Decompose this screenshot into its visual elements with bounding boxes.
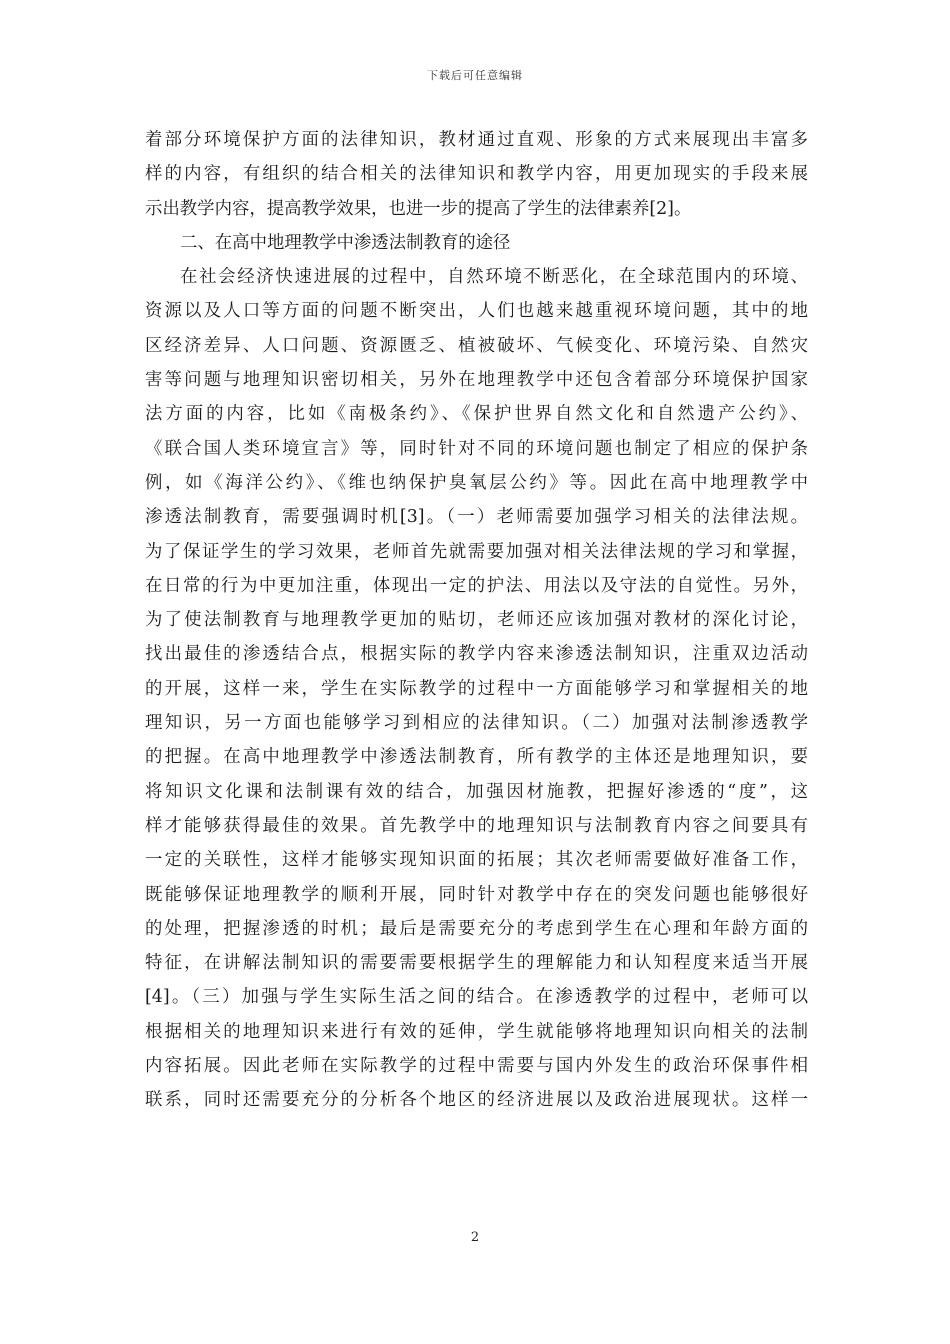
page-header: 下载后可任意编辑 [427, 69, 523, 82]
text-line: 联系，同时还需要充分的分析各个地区的经济进展以及政治进展现状。这样一 [145, 1090, 808, 1111]
text-line: 区经济差异、人口问题、资源匮乏、植被破坏、气候变化、环境污染、自然灾 [145, 335, 808, 356]
text-line: 将知识文化课和法制课有效的结合，加强因材施教，把握好渗透的“度”，这 [145, 781, 808, 802]
text-line: 害等问题与地理知识密切相关，另外在地理教学中还包含着部分环境保护国家 [145, 370, 808, 391]
text-line: 样的内容，有组织的结合相关的法律知识和教学内容，用更加现实的手段来展 [145, 164, 808, 185]
text-line: 找出最佳的渗透结合点，根据实际的教学内容来渗透法制知识，注重双边活动 [145, 644, 808, 665]
body-text [145, 123, 808, 1118]
text-line: 资源以及人口等方面的问题不断突出，人们也越来越重视环境问题，其中的地 [145, 301, 808, 322]
text-line: [4]。（三）加强与学生实际生活之间的结合。在渗透教学的过程中，老师可以 [145, 987, 808, 1008]
text-line: 渗透法制教育，需要强调时机[3]。（一）老师需要加强学习相关的法律法规。 [145, 507, 808, 528]
section-heading: 二、在高中地理教学中渗透法制教育的途径 [180, 232, 511, 253]
text-line: 着部分环境保护方面的法律知识，教材通过直观、形象的方式来展现出丰富多 [145, 130, 808, 150]
text-line: 既能够保证地理教学的顺利开展，同时针对教学中存在的突发问题也能够很好 [145, 884, 808, 905]
text-line: 一定的关联性，这样才能够实现知识面的拓展；其次老师需要做好准备工作， [145, 850, 808, 871]
text-line: 法方面的内容，比如《南极条约》、《保护世界自然文化和自然遗产公约》、 [145, 404, 808, 425]
text-line: 为了使法制教育与地理教学更加的贴切，老师还应该加强对教材的深化讨论， [145, 610, 808, 631]
text-line: 为了保证学生的学习效果，老师首先就需要加强对相关法律法规的学习和掌握， [145, 541, 808, 562]
text-line: 的开展，这样一来，学生在实际教学的过程中一方面能够学习和掌握相关的地 [145, 678, 808, 699]
text-line: 样才能够获得最佳的效果。首先教学中的地理知识与法制教育内容之间要具有 [145, 815, 808, 836]
text-line: 示出教学内容，提高教学效果，也进一步的提高了学生的法律素养[2]。 [145, 198, 692, 219]
page-number: 2 [470, 1230, 480, 1245]
text-line: 在日常的行为中更加注重，体现出一定的护法、用法以及守法的自觉性。另外， [145, 575, 808, 596]
text-line: 《联合国人类环境宣言》等，同时针对不同的环境问题也制定了相应的保护条 [145, 438, 808, 459]
text-line: 的把握。在高中地理教学中渗透法制教育，所有教学的主体还是地理知识，要 [145, 747, 808, 768]
text-line: 特征，在讲解法制知识的需要需要根据学生的理解能力和认知程度来适当开展 [145, 953, 808, 974]
text-line: 根据相关的地理知识来进行有效的延伸，学生就能够将地理知识向相关的法制 [145, 1021, 808, 1042]
text-line: 在社会经济快速进展的过程中，自然环境不断恶化，在全球范围内的环境、 [180, 267, 808, 288]
text-line: 例，如《海洋公约》、《维也纳保护臭氧层公约》等。因此在高中地理教学中 [145, 472, 808, 493]
text-line: 内容拓展。因此老师在实际教学的过程中需要与国内外发生的政治环保事件相 [145, 1056, 808, 1077]
text-line: 的处理，把握渗透的时机；最后是需要充分的考虑到学生在心理和年龄方面的 [145, 918, 808, 939]
text-line: 理知识，另一方面也能够学习到相应的法律知识。（二）加强对法制渗透教学 [145, 713, 808, 734]
